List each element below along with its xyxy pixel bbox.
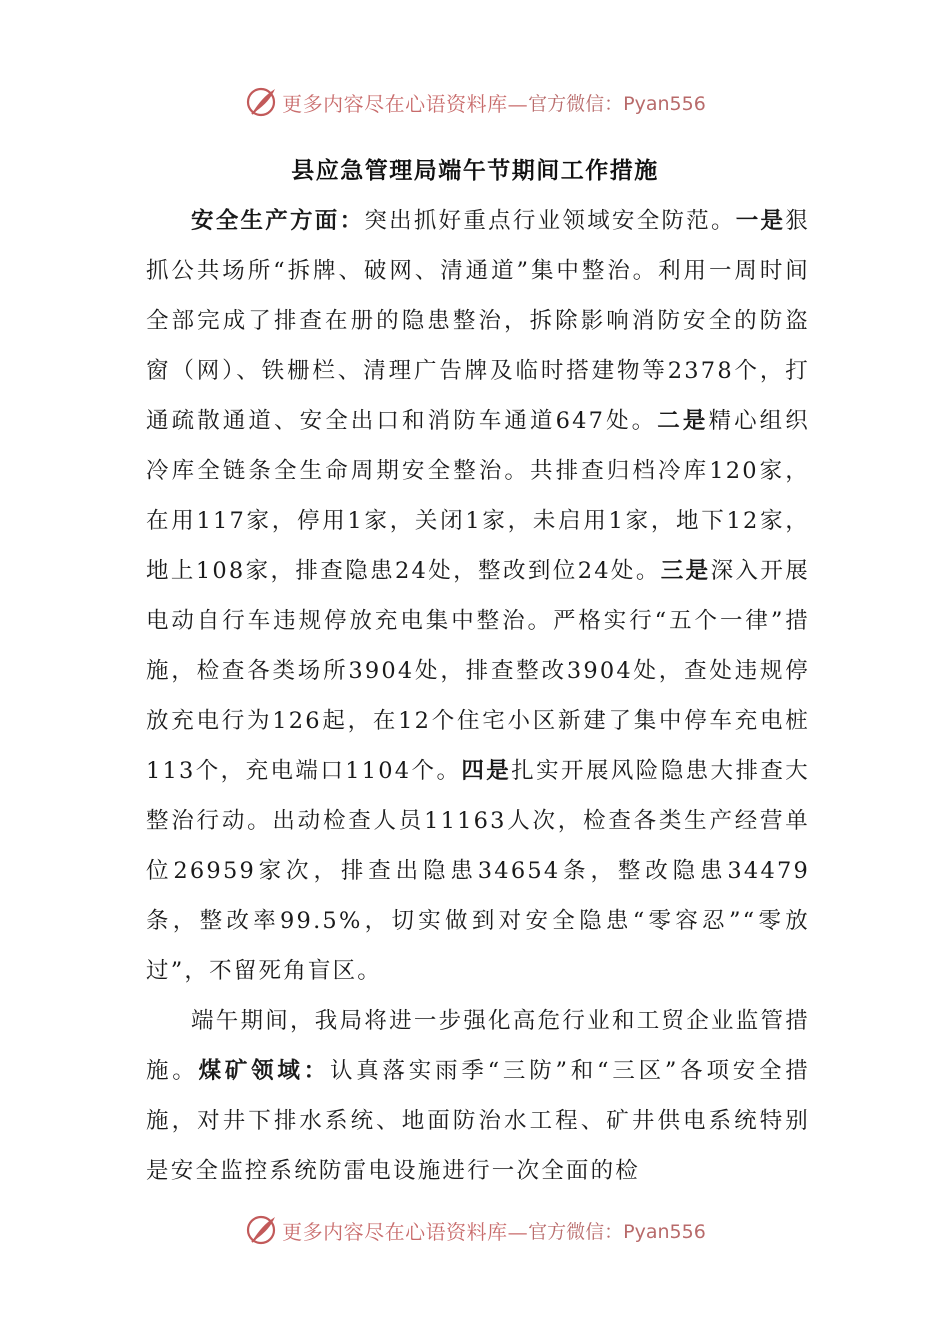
item-marker-four: 四是 xyxy=(461,758,512,784)
banner-site-name: 更多内容尽在心语资料库— xyxy=(282,91,529,116)
paragraph-text: 端午期间，我局将进一步强化高危行业和工贸企业监管措施。 xyxy=(146,1008,810,1084)
item-marker-three: 三是 xyxy=(660,558,711,584)
paragraph-text: 认真落实雨季“三防”和“三区”各项安全措施，对井下排水系统、地面防治水工程、矿井供电系统特别是安全监控系统防雷电设施进行一次全面的检 xyxy=(146,1058,810,1184)
paragraph-text: 扎实开展风险隐患大排查大整治行动。出动检查人员11163人次，检查各类生产经营单位26959家次，排查出隐患34654条，整改隐患34479条，整改率99.5%，切实做到对安全隐患“零容忍”“零放过”，不留死角盲区。 xyxy=(146,758,810,984)
document-title: 县应急管理局端午节期间工作措施 xyxy=(291,158,659,184)
paragraph-text: 深入开展电动自行车违规停放充电集中整治。严格实行“五个一律”措施，检查各类场所3904处，排查整改3904处，查处违规停放充电行为126起，在12个住宅小区新建了集中停车充电桩113个，充电端口1104个。 xyxy=(146,558,810,784)
header-watermark-banner xyxy=(0,82,950,122)
feather-pen-logo-icon xyxy=(244,1212,280,1248)
banner-wechat-id: 官方微信：Pyan556 xyxy=(528,92,706,115)
item-marker-one: 一是 xyxy=(735,208,786,234)
section-heading-safety-production: 安全生产方面： xyxy=(191,208,365,234)
section-heading-coal-mine: 煤矿领域： xyxy=(198,1058,330,1084)
paragraph-text: 突出抓好重点行业领域安全防范。 xyxy=(364,208,736,234)
banner-wechat-id: 官方微信：Pyan556 xyxy=(528,1220,706,1243)
paragraph-text: 精心组织冷库全链条全生命周期安全整治。共排查归档冷库120家，在用117家，停用1家，关闭1家，未启用1家，地下12家，地上108家，排查隐患24处，整改到位24处。 xyxy=(146,408,810,584)
item-marker-two: 二是 xyxy=(657,408,709,434)
paragraph-safety-production xyxy=(146,196,810,996)
paragraph-text: 狠抓公共场所“拆牌、破网、清通道”集中整治。利用一周时间全部完成了排查在册的隐患整治，拆除影响消防安全的防盗窗（网）、铁栅栏、清理广告牌及临时搭建物等2378个，打通疏散通道、安全出口和消防车通道647处。 xyxy=(146,208,810,434)
paragraph-dragon-boat-measures xyxy=(146,996,810,1196)
document-body xyxy=(146,196,810,1196)
footer-watermark-banner xyxy=(0,1210,950,1250)
banner-site-name: 更多内容尽在心语资料库— xyxy=(282,1219,529,1244)
feather-pen-logo-icon xyxy=(244,84,280,120)
